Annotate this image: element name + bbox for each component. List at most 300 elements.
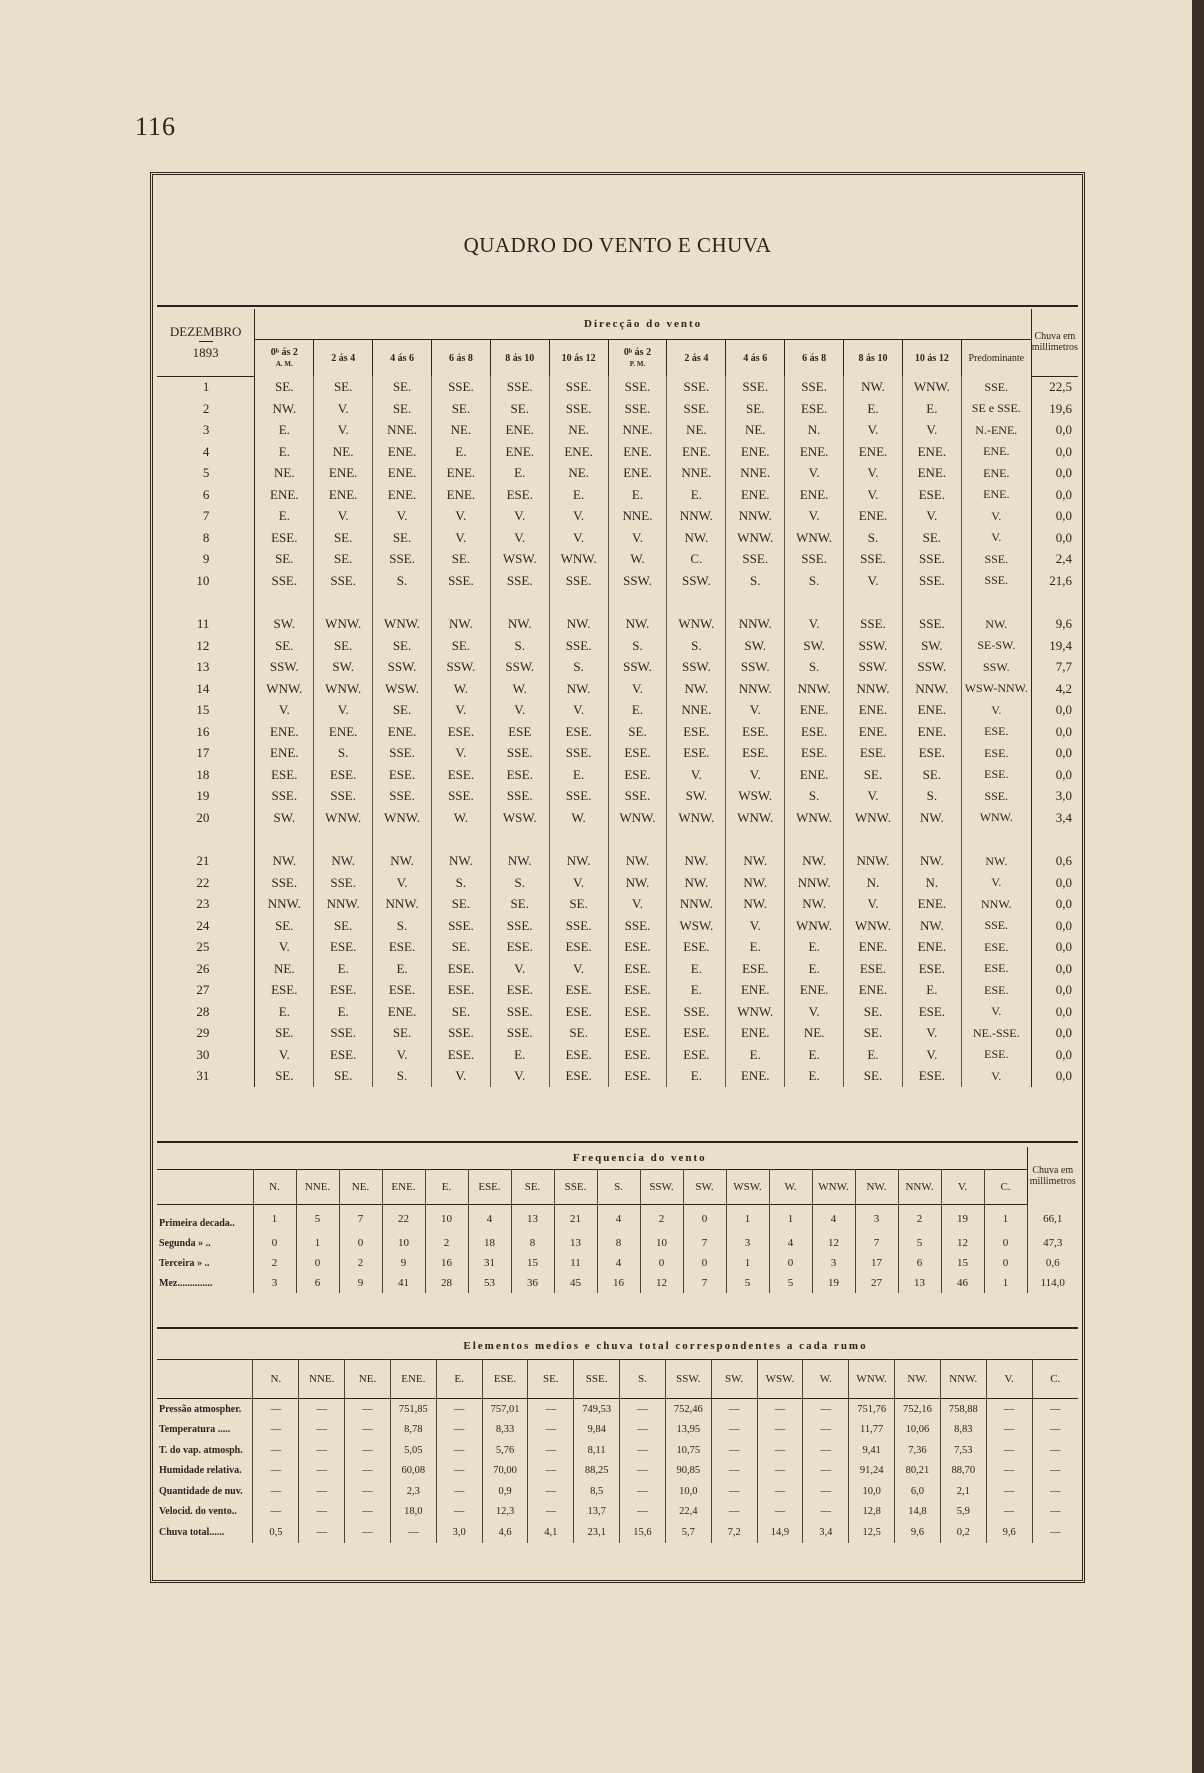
wind-direction: S. — [314, 743, 373, 765]
element-value: 15,6 — [620, 1522, 666, 1543]
hour-header: 6 ás 8 — [785, 340, 844, 377]
day-row — [157, 894, 1078, 916]
wind-direction: ESE. — [490, 484, 549, 506]
day-row — [157, 1023, 1078, 1045]
element-value: — — [986, 1440, 1032, 1461]
direction-header: NW. — [855, 1170, 898, 1205]
spacer-row — [157, 592, 1078, 614]
wind-direction: WNW. — [726, 527, 785, 549]
frequency-value: 18 — [468, 1233, 511, 1253]
wind-direction: V. — [902, 1023, 961, 1045]
element-value: — — [1050, 1424, 1061, 1436]
wind-direction: SSE. — [726, 549, 785, 571]
element-value: — — [711, 1502, 757, 1523]
day-row — [157, 484, 1078, 506]
wind-direction: SSE. — [431, 1023, 490, 1045]
element-value: — — [436, 1399, 482, 1420]
day-row — [157, 786, 1078, 808]
wind-direction: ENE. — [667, 441, 726, 463]
wind-direction: SSE. — [314, 872, 373, 894]
predominant-direction: ESE. — [961, 980, 1031, 1002]
hour-header: 0ʰ ás 2 P. M. — [608, 340, 667, 377]
wind-direction: ESE. — [902, 958, 961, 980]
predominant-direction: WSW-NNW. — [961, 678, 1031, 700]
wind-direction: ESE. — [608, 980, 667, 1002]
wind-direction: ENE. — [902, 463, 961, 485]
rain-header-2: Chuva em millimetros — [1027, 1147, 1078, 1205]
day-number: 15 — [157, 700, 255, 722]
wind-direction: NNE. — [726, 463, 785, 485]
wind-direction: SSW. — [844, 635, 903, 657]
wind-direction: SE. — [902, 764, 961, 786]
wind-direction: SSE. — [667, 376, 726, 398]
wind-direction: SSE. — [844, 549, 903, 571]
wind-direction: NNE. — [608, 420, 667, 442]
wind-direction: SSE. — [431, 376, 490, 398]
element-value: 10,06 — [895, 1420, 941, 1441]
element-value: 12,3 — [482, 1502, 528, 1523]
day-row — [157, 506, 1078, 528]
wind-direction: NW. — [549, 851, 608, 873]
wind-direction: ESE. — [726, 958, 785, 980]
element-value: — — [1050, 1444, 1061, 1456]
element-value: 5,76 — [482, 1440, 528, 1461]
wind-direction: V. — [549, 872, 608, 894]
wind-direction: ENE. — [373, 441, 432, 463]
predominant-direction: V. — [961, 1066, 1031, 1088]
day-number: 4 — [157, 441, 255, 463]
day-number: 11 — [157, 614, 255, 636]
wind-direction: WNW. — [844, 807, 903, 829]
day-number: 25 — [157, 937, 255, 959]
wind-direction: V. — [373, 1044, 432, 1066]
wind-direction: SSE. — [785, 376, 844, 398]
day-number: 14 — [157, 678, 255, 700]
wind-direction: E. — [667, 484, 726, 506]
element-value: 752,46 — [665, 1399, 711, 1420]
wind-direction: S. — [490, 635, 549, 657]
element-value: — — [757, 1461, 803, 1482]
direction-header: S. — [597, 1170, 640, 1205]
element-value: — — [253, 1420, 299, 1441]
frequency-value: 3 — [726, 1233, 769, 1253]
day-row — [157, 678, 1078, 700]
day-number: 17 — [157, 743, 255, 765]
element-value: 7,2 — [711, 1522, 757, 1543]
wind-direction: SSE. — [844, 614, 903, 636]
day-number: 7 — [157, 506, 255, 528]
frequency-value: 17 — [855, 1253, 898, 1273]
element-value: — — [757, 1420, 803, 1441]
wind-direction: ESE. — [667, 721, 726, 743]
wind-direction-caption: Direcção do vento — [584, 318, 703, 330]
wind-direction: ENE. — [844, 700, 903, 722]
direction-header: SSE. — [554, 1170, 597, 1205]
frequency-value: 0,6 — [1027, 1253, 1078, 1273]
wind-direction: ENE. — [785, 980, 844, 1002]
wind-direction: V. — [902, 420, 961, 442]
element-value: 752,16 — [895, 1399, 941, 1420]
wind-direction: NW. — [373, 851, 432, 873]
wind-direction: WNW. — [314, 678, 373, 700]
element-value: 23,1 — [574, 1522, 620, 1543]
element-value: — — [803, 1399, 849, 1420]
predominant-direction: WNW. — [961, 807, 1031, 829]
wind-direction: ENE. — [431, 463, 490, 485]
wind-direction: SE. — [314, 1066, 373, 1088]
element-value: — — [620, 1461, 666, 1482]
wind-direction: WSW. — [726, 786, 785, 808]
wind-direction: SE. — [431, 635, 490, 657]
frequency-value: 0 — [984, 1253, 1027, 1273]
frequency-value: 31 — [468, 1253, 511, 1273]
predominant-direction: NW. — [961, 851, 1031, 873]
frequency-row — [157, 1233, 1078, 1253]
hour-header: 8 ás 10 — [844, 340, 903, 377]
element-value: — — [1050, 1465, 1061, 1477]
row-label: Mez.............. — [157, 1273, 253, 1293]
rain-value: 3,4 — [1055, 809, 1072, 825]
wind-direction: NNW. — [844, 678, 903, 700]
frequency-value: 4 — [812, 1205, 855, 1234]
frequency-value: 2 — [339, 1253, 382, 1273]
wind-direction: SSE. — [902, 614, 961, 636]
direction-header: E. — [425, 1170, 468, 1205]
predominant-direction: SSE. — [961, 549, 1031, 571]
rain-value: 0,0 — [1055, 766, 1072, 782]
wind-direction: ESE. — [373, 937, 432, 959]
wind-direction: NNW. — [667, 506, 726, 528]
wind-direction: V. — [785, 614, 844, 636]
wind-direction: ENE. — [726, 484, 785, 506]
direction-header: NNW. — [940, 1360, 986, 1399]
wind-direction: SSE. — [431, 915, 490, 937]
day-number: 20 — [157, 807, 255, 829]
wind-direction: SE. — [373, 398, 432, 420]
wind-direction: ESE. — [667, 937, 726, 959]
wind-direction: ESE. — [549, 980, 608, 1002]
wind-direction: NW. — [667, 872, 726, 894]
element-value: 8,5 — [574, 1481, 620, 1502]
frequency-value: 66,1 — [1027, 1205, 1078, 1234]
wind-direction: E. — [549, 764, 608, 786]
frequency-value: 13 — [898, 1273, 941, 1293]
wind-direction: E. — [667, 1066, 726, 1088]
element-value: 2,1 — [940, 1481, 986, 1502]
day-number: 31 — [157, 1066, 255, 1088]
element-value: — — [986, 1399, 1032, 1420]
element-value: — — [299, 1420, 345, 1441]
wind-direction: NNW. — [844, 851, 903, 873]
frequency-caption: Frequencia do vento — [572, 1152, 707, 1164]
direction-header: NW. — [895, 1360, 941, 1399]
wind-direction: ENE. — [902, 937, 961, 959]
wind-direction: V. — [431, 700, 490, 722]
frequency-value: 2 — [898, 1205, 941, 1234]
wind-direction: SE. — [431, 1001, 490, 1023]
wind-direction-table — [157, 309, 1078, 1087]
frequency-value: 12 — [812, 1233, 855, 1253]
rain-value: 0,0 — [1055, 422, 1072, 438]
rain-value: 0,0 — [1055, 896, 1072, 912]
wind-direction: S. — [785, 657, 844, 679]
wind-direction: ESE. — [431, 958, 490, 980]
wind-direction: ESE. — [373, 764, 432, 786]
frequency-value: 1 — [726, 1253, 769, 1273]
predominant-direction: ESE. — [961, 743, 1031, 765]
wind-direction: ENE. — [490, 420, 549, 442]
wind-direction: NW. — [255, 398, 314, 420]
wind-direction: ESE. — [314, 1044, 373, 1066]
element-value: — — [757, 1440, 803, 1461]
wind-direction: E. — [785, 1044, 844, 1066]
wind-direction: SSE. — [373, 743, 432, 765]
frequency-value: 16 — [597, 1273, 640, 1293]
frequency-value: 28 — [425, 1273, 468, 1293]
hour-header: 2 ás 4 — [314, 340, 373, 377]
wind-direction: NW. — [490, 851, 549, 873]
rain-value: 0,0 — [1055, 1025, 1072, 1041]
wind-direction: SE. — [373, 527, 432, 549]
row-label: Velocid. do vento.. — [157, 1502, 253, 1523]
frequency-value: 0 — [683, 1253, 726, 1273]
element-value: 9,84 — [574, 1420, 620, 1441]
day-row — [157, 980, 1078, 1002]
direction-header: W. — [803, 1360, 849, 1399]
wind-direction: SSW. — [667, 570, 726, 592]
wind-direction: S. — [549, 657, 608, 679]
wind-direction: SSE. — [549, 398, 608, 420]
rain-value: 0,0 — [1055, 745, 1072, 761]
wind-direction: SE. — [373, 700, 432, 722]
wind-direction: NW. — [490, 614, 549, 636]
hour-header: 6 ás 8 — [431, 340, 490, 377]
wind-direction: SSE. — [490, 376, 549, 398]
wind-direction: NE. — [785, 1023, 844, 1045]
wind-direction: SW. — [726, 635, 785, 657]
page-edge — [1192, 0, 1204, 1773]
frequency-value: 5 — [898, 1233, 941, 1253]
day-row — [157, 1001, 1078, 1023]
wind-direction: SE. — [608, 721, 667, 743]
wind-direction: N. — [844, 872, 903, 894]
direction-header: ESE. — [468, 1170, 511, 1205]
row-label: Primeira decada.. — [157, 1205, 253, 1234]
wind-direction: SSE. — [549, 376, 608, 398]
direction-header: WSW. — [757, 1360, 803, 1399]
frequency-value: 1 — [726, 1205, 769, 1234]
element-value: — — [803, 1440, 849, 1461]
wind-direction: ESE. — [431, 980, 490, 1002]
day-row — [157, 441, 1078, 463]
element-value: — — [528, 1502, 574, 1523]
day-number: 19 — [157, 786, 255, 808]
row-label: Chuva total...... — [157, 1522, 253, 1543]
wind-direction: SE. — [549, 1023, 608, 1045]
element-value: — — [253, 1440, 299, 1461]
wind-direction: SW. — [667, 786, 726, 808]
day-number: 10 — [157, 570, 255, 592]
wind-direction: ENE. — [255, 743, 314, 765]
frequency-value: 47,3 — [1027, 1233, 1078, 1253]
row-label: Humidade relativa. — [157, 1461, 253, 1482]
wind-direction: SSW. — [667, 657, 726, 679]
element-value: — — [620, 1420, 666, 1441]
wind-direction: S. — [608, 635, 667, 657]
frequency-value: 8 — [511, 1233, 554, 1253]
frequency-value: 13 — [554, 1233, 597, 1253]
wind-direction: W. — [549, 807, 608, 829]
wind-direction: ENE. — [549, 441, 608, 463]
wind-direction: V. — [255, 700, 314, 722]
wind-direction: SSE. — [255, 786, 314, 808]
day-number: 22 — [157, 872, 255, 894]
wind-direction: E. — [667, 980, 726, 1002]
wind-direction: V. — [314, 506, 373, 528]
wind-direction: ESE. — [431, 721, 490, 743]
wind-direction: ESE. — [549, 721, 608, 743]
element-value: — — [345, 1522, 391, 1543]
wind-direction: SSE. — [490, 1001, 549, 1023]
wind-direction: NW. — [667, 678, 726, 700]
wind-direction: NW. — [785, 851, 844, 873]
frequency-value: 15 — [511, 1253, 554, 1273]
wind-direction: V. — [902, 506, 961, 528]
rain-value: 0,0 — [1055, 443, 1072, 459]
rain-value: 0,0 — [1055, 960, 1072, 976]
wind-direction: WNW. — [373, 807, 432, 829]
wind-direction: NE. — [314, 441, 373, 463]
element-value: — — [299, 1440, 345, 1461]
predominant-direction: N.-ENE. — [961, 420, 1031, 442]
frequency-value: 21 — [554, 1205, 597, 1234]
element-value: — — [711, 1420, 757, 1441]
row-label: Pressão atmospher. — [157, 1399, 253, 1420]
wind-direction: S. — [844, 527, 903, 549]
predominant-direction: V. — [961, 506, 1031, 528]
wind-direction: ESE. — [902, 1001, 961, 1023]
wind-direction: V. — [844, 786, 903, 808]
day-number: 1 — [157, 376, 255, 398]
frequency-value: 0 — [984, 1233, 1027, 1253]
wind-direction: W. — [431, 807, 490, 829]
frequency-value: 3 — [855, 1205, 898, 1234]
wind-direction: ENE. — [373, 1001, 432, 1023]
wind-direction: SSE. — [490, 786, 549, 808]
day-row — [157, 420, 1078, 442]
element-value: 14,9 — [757, 1522, 803, 1543]
element-value: — — [757, 1399, 803, 1420]
wind-direction: ESE. — [608, 743, 667, 765]
hour-header: 10 ás 12 — [902, 340, 961, 377]
frequency-value: 41 — [382, 1273, 425, 1293]
direction-header: N. — [253, 1360, 299, 1399]
wind-direction: ENE. — [314, 463, 373, 485]
wind-direction: E. — [255, 506, 314, 528]
rain-value: 0,0 — [1055, 1068, 1072, 1084]
element-value: — — [345, 1481, 391, 1502]
wind-direction: NNW. — [785, 678, 844, 700]
direction-header: NNW. — [898, 1170, 941, 1205]
direction-header: SSW. — [640, 1170, 683, 1205]
day-row — [157, 872, 1078, 894]
wind-direction: V. — [844, 570, 903, 592]
wind-direction: ESE. — [667, 1023, 726, 1045]
wind-direction: WSW. — [373, 678, 432, 700]
predominant-direction: SSW. — [961, 657, 1031, 679]
row-label: Segunda » .. — [157, 1233, 253, 1253]
predominant-direction: V. — [961, 700, 1031, 722]
element-value: 8,33 — [482, 1420, 528, 1441]
wind-direction: NW. — [608, 614, 667, 636]
wind-direction: WNW. — [726, 1001, 785, 1023]
element-value: — — [345, 1399, 391, 1420]
wind-direction: E. — [785, 937, 844, 959]
day-row — [157, 937, 1078, 959]
divider — [157, 1327, 1078, 1329]
frequency-value: 10 — [640, 1233, 683, 1253]
element-value: — — [1050, 1485, 1061, 1497]
wind-direction: V. — [314, 700, 373, 722]
frequency-row — [157, 1273, 1078, 1293]
rain-value: 3,0 — [1055, 788, 1072, 804]
element-value: 80,21 — [895, 1461, 941, 1482]
wind-direction: SSE. — [549, 570, 608, 592]
direction-header: ENE. — [390, 1360, 436, 1399]
wind-direction: NNW. — [373, 894, 432, 916]
wind-direction: ENE. — [844, 721, 903, 743]
direction-header: NE. — [339, 1170, 382, 1205]
element-value: — — [803, 1420, 849, 1441]
wind-direction: N. — [902, 872, 961, 894]
direction-header: SE. — [511, 1170, 554, 1205]
wind-direction: V. — [490, 958, 549, 980]
frequency-value: 8 — [597, 1233, 640, 1253]
wind-direction: SSE. — [314, 786, 373, 808]
wind-direction: V. — [431, 506, 490, 528]
frequency-value: 2 — [253, 1253, 296, 1273]
day-row — [157, 376, 1078, 398]
wind-direction: ESE. — [431, 1044, 490, 1066]
day-number: 30 — [157, 1044, 255, 1066]
wind-direction: SSE. — [373, 786, 432, 808]
rain-value: 0,0 — [1055, 529, 1072, 545]
wind-direction: V. — [549, 700, 608, 722]
predominant-direction: ENE. — [961, 441, 1031, 463]
element-value: 0,9 — [482, 1481, 528, 1502]
hour-header: 0ʰ ás 2 A. M. — [255, 340, 314, 377]
divider — [157, 305, 1078, 307]
wind-direction: ESE. — [667, 743, 726, 765]
element-value: 751,76 — [849, 1399, 895, 1420]
wind-direction: NW. — [608, 851, 667, 873]
wind-direction: SE. — [490, 398, 549, 420]
wind-direction: SSE. — [549, 915, 608, 937]
day-row — [157, 915, 1078, 937]
predominant-direction: ESE. — [961, 937, 1031, 959]
direction-header: WNW. — [812, 1170, 855, 1205]
predominant-direction: SSE. — [961, 376, 1031, 398]
wind-direction: WSW. — [667, 915, 726, 937]
wind-direction: ESE. — [608, 958, 667, 980]
element-value: — — [620, 1440, 666, 1461]
wind-direction: E. — [667, 958, 726, 980]
wind-direction: V. — [785, 506, 844, 528]
direction-header: NNE. — [299, 1360, 345, 1399]
element-value: — — [390, 1522, 436, 1543]
day-number: 8 — [157, 527, 255, 549]
wind-direction: E. — [726, 1044, 785, 1066]
